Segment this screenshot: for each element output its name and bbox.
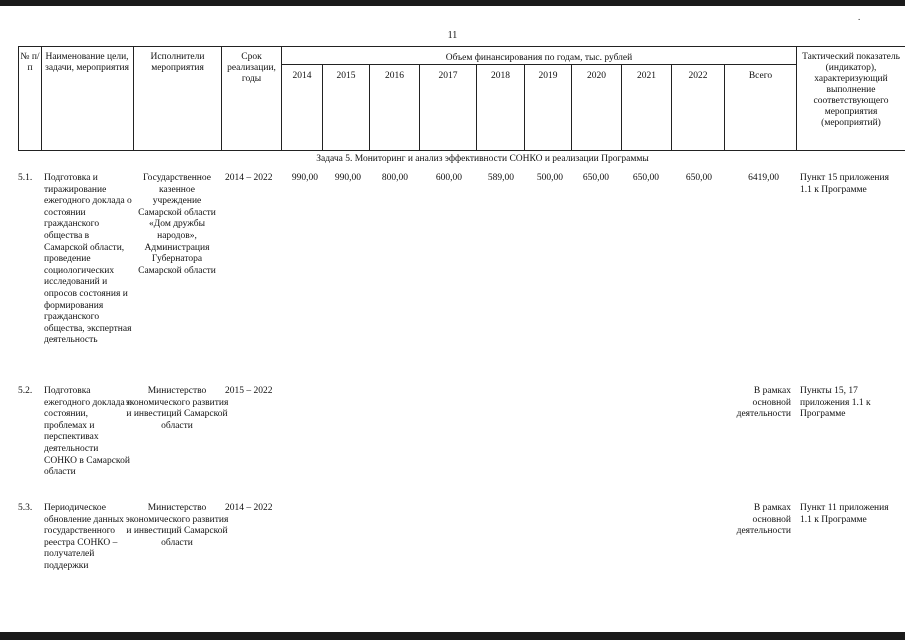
row-indicator: Пункт 15 приложения 1.1 к Программе	[800, 173, 889, 195]
row-activity-name: Подготовка ежегодного доклада о состоянии, проблемах и перспективах деятельности СОНКО в Самарской области	[44, 386, 132, 478]
header-bottom-rule	[18, 150, 905, 151]
col-name-header: Наименование цели, задачи, мероприятия	[45, 52, 129, 73]
header-divider	[41, 46, 42, 151]
row-total: В рамках основной деятельности	[736, 386, 791, 420]
year-header: 2017	[438, 71, 458, 81]
row-indicator: Пункты 15, 17 приложения 1.1 к Программе	[800, 386, 871, 420]
row-executor: Министерство экономического развития и инвестиций Самарской области	[125, 503, 229, 548]
row-total: В рамках основной деятельности	[736, 503, 791, 537]
year-header: 2014	[292, 71, 312, 81]
row-executor: Министерство экономического развития и инвестиций Самарской области	[125, 386, 229, 431]
top-border	[0, 0, 905, 6]
col-funding-header: Объем финансирования по годам, тыс. рублей	[445, 53, 633, 63]
row-number: 5.3.	[18, 503, 33, 513]
total-header: Всего	[748, 71, 773, 81]
row-value: 650,00	[582, 173, 609, 183]
row-term: 2014 – 2022	[225, 503, 273, 513]
row-activity-name: Подготовка и тиражирование ежегодного доклада о состоянии гражданского общества в Самарской области, проведение социологических исследований и опросов состояния и формирования гражданского общества, экспертная деятельность	[44, 173, 132, 346]
header-mid-rule	[281, 64, 796, 65]
page-dot: .	[858, 12, 861, 22]
row-value: 500,00	[536, 173, 563, 183]
row-value: 990,00	[291, 173, 318, 183]
col-term-header: Срок реализации, годы	[227, 52, 276, 84]
page-number: 11	[447, 30, 458, 41]
year-header: 2022	[688, 71, 708, 81]
task-heading: Задача 5. Мониторинг и анализ эффективности СОНКО и реализации Программы	[316, 154, 649, 164]
row-indicator: Пункт 11 приложения 1.1 к Программе	[800, 503, 889, 525]
row-number: 5.2.	[18, 386, 33, 396]
col-executors-header: Исполнители мероприятия	[150, 52, 205, 73]
year-header: 2019	[538, 71, 558, 81]
year-header: 2018	[491, 71, 510, 81]
row-value: 600,00	[435, 173, 462, 183]
col-indicator-header: Тактический показатель (индикатор), характеризующий выполнение соответствующего мероприятия (мероприятий)	[802, 52, 900, 128]
col-num-header: № п/п	[20, 52, 40, 73]
row-executor: Государственное казенное учреждение Самарской области «Дом дружбы народов», Администрация Губернатора Самарской области	[138, 173, 216, 276]
header-divider	[221, 46, 222, 151]
row-total: 6419,00	[748, 173, 779, 183]
year-header: 2021	[637, 71, 656, 81]
header-divider	[133, 46, 134, 151]
row-term: 2014 – 2022	[225, 173, 273, 183]
row-value: 650,00	[632, 173, 659, 183]
bottom-border	[0, 632, 905, 640]
row-value: 800,00	[381, 173, 408, 183]
row-term: 2015 – 2022	[225, 386, 273, 396]
row-value: 990,00	[334, 173, 361, 183]
year-header: 2016	[385, 71, 404, 81]
row-activity-name: Периодическое обновление данных государственного реестра СОНКО – получателей поддержки	[44, 503, 124, 571]
row-number: 5.1.	[18, 173, 33, 183]
year-header: 2015	[336, 71, 356, 81]
year-header: 2020	[587, 71, 606, 81]
row-value: 589,00	[487, 173, 514, 183]
row-value: 650,00	[685, 173, 712, 183]
header-top-rule	[18, 46, 905, 47]
